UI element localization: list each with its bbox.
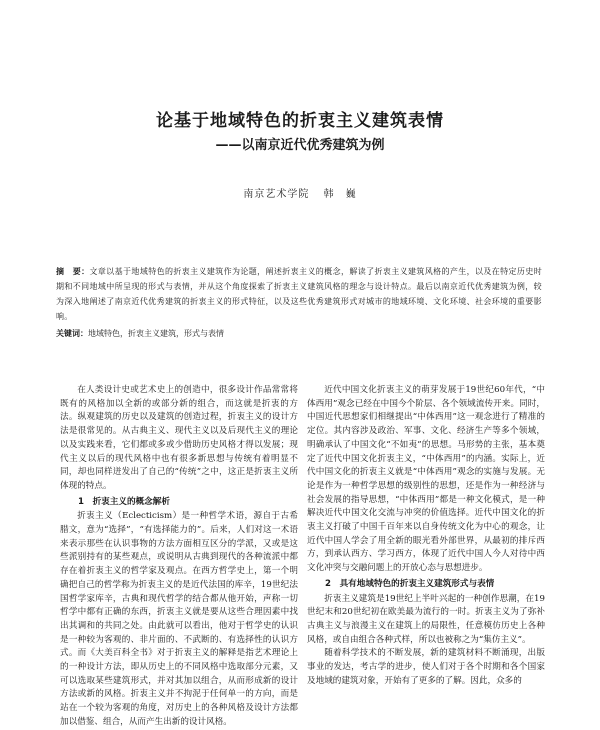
section-heading: 2 具有地域特色的折衷主义建筑形式与表情 xyxy=(325,578,495,589)
paper-title: 论基于地域特色的折衷主义建筑表情 xyxy=(156,111,444,131)
abstract-label: 摘 要： xyxy=(56,267,90,276)
paragraph: 在人类设计史或艺术史上的创造中，很多设计作品常常将既有的风格加以全新的或部分新的组合，而这就是折衷的方法。纵观建筑的历史以及建筑的创造过程，折衷主义的设计方法是很常见的。从古典主义、现代主义以及后现代主义的理论以及实践来看，它们都或多或少借助历史风格才得以发展；现代主义以后的现代风格中也有很多新思想与传统有着明显不同，却也同样迸发出了自己的“传统”之中，这正是折衷主义所体现的特点。 xyxy=(60,385,298,491)
affiliation: 南京艺术学院 xyxy=(243,189,310,200)
paragraph: 近代中国文化折衷主义的萌芽发展于19世纪60年代，“中体西用”观念已经在中国今个阶层、各个领域流传开来。同时，中国近代思想家们相继提出“中体西用”这一观念进行了精准的定位。其内容涉及政治、军事、文化、经济生产等多个领域，明确承认了中国文化“不如夷”的思想。马形势的主张，基本奠定了近代中国文化折衷主义，“中体西用”的内涵。实际上，近代中国文化的折衷主义就是“中体西用”观念的实施与发展。无论是作为一种哲学思想的级别性的思想，还是作为一种经济与社会发展的指导思想，“中体西用”都是一种文化模式，是一种解决近代中国文化交流与冲突的价值选择。近代中国文化的折衷主义打破了中国千百年来以自身传统文化为中心的观念，让近代中国人学会了用全新的眼光看外部世界，从最初的排斥西方，到承认西方、学习西方，体现了近代中国人今人对待中西文化冲突与交融问题上的开放心态与思想进步。 xyxy=(307,385,545,574)
paragraph: 折衷主义建筑是19世纪上半叶兴起的一种创作思潮，在19世纪末和20世纪初在欧美最为流行的一时。折衷主义为了弥补古典主义与浪漫主义在建筑上的局限性，任意模仿历史上各种风格，或自由组合各种式样，所以也被称之为“集仿主义”。 xyxy=(307,593,545,645)
keywords-label: 关键词： xyxy=(56,329,88,338)
author-name: 韩 巍 xyxy=(323,189,357,200)
abstract-text: 文章以基于地域特色的折衷主义建筑作为论题，阐述折衷主义的概念，解读了折衷主义建筑风格的产生，以及在特定历史时期和不同地域中所呈现的形式与表情，并从这个角度探索了折衷主义建筑风格的理念与设计特点。最后以南京近代优秀建筑为例，较为深入地阐述了南京近代优秀建筑的折衷主义的形式特征，以及这些优秀建筑形式对城市的地域环境、文化环境、社会环境的重要影响。 xyxy=(56,267,542,321)
author-line xyxy=(0,185,600,200)
keywords-text: 地域特色，折衷主义建筑，形式与表情 xyxy=(88,329,224,338)
section-heading: 1 折衷主义的概念解析 xyxy=(78,496,170,507)
keywords xyxy=(56,326,542,341)
body-column-right xyxy=(307,384,545,688)
paragraph: 随着科学技术的不断发展，新的建筑材料不断涌现，出版事业的发达，考古学的进步，使人们对于各个时期和各个国家及地域的建筑对象，开始有了更多的了解。因此，众多的 xyxy=(307,648,545,686)
paragraph: 折衷主义（Eclecticism）是一种哲学术语，源自于古希腊文，意为“选择”，“有选择能力的”。后来，人们对这一术语来表示那些在认识事物的方法方面相互区分的学派，又或是这些派别持有的某些观点，或说明从古典到现代的各种流派中都存在着折衷主义的哲学家及观点。在西方哲学史上，第一个明确把自己的哲学称为折衷主义的是近代法国的库辛，19世纪法国哲学家库辛，古典和现代哲学的结合都从他开始，声称一切哲学中都有正确的东西，折衷主义就是要从这些合理因素中找出其调和的共同之处。由此就可以看出，他对于哲学史的认识是一种较为客观的、非片面的、不武断的、有选择性的认识方式。而《大美百科全书》对于折衷主义的解释是指艺术理论上的一种设计方法，即从历史上的不同风格中选取部分元素，又可以选取某些建筑形式，并对其加以组合，从而形成新的设计方法或新的风格。折衷主义并不拘泥于任何单一的方向，而是站在一个较为客观的角度，对历史上的各种风格及设计方法都加以借鉴、组合，从而产生出新的设计风格。 xyxy=(60,511,298,727)
abstract xyxy=(56,264,542,324)
paper-subtitle: ——以南京近代优秀建筑为例 xyxy=(215,138,385,153)
body-column-left xyxy=(60,384,298,730)
